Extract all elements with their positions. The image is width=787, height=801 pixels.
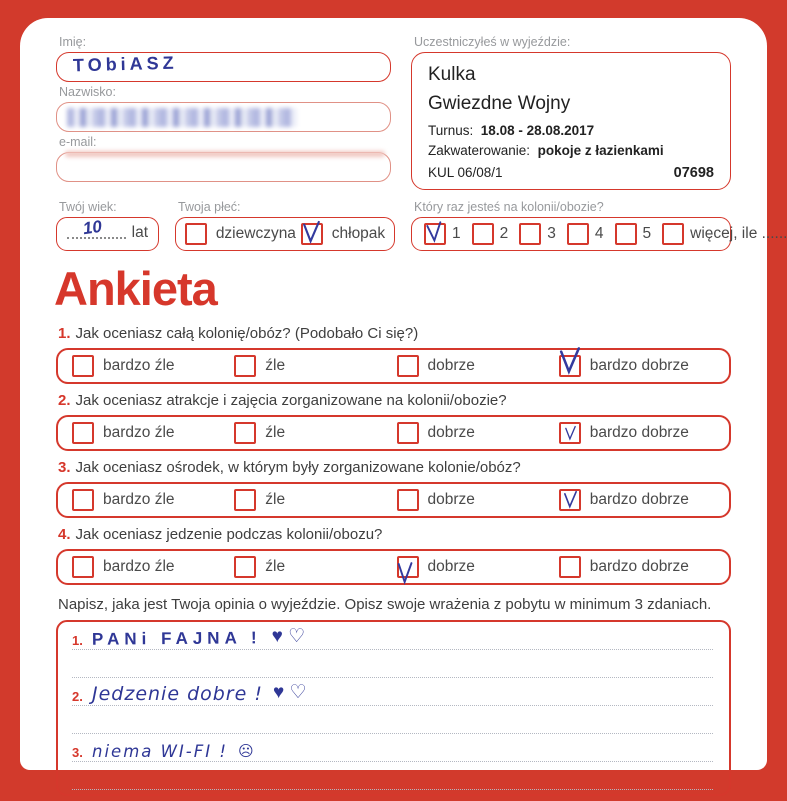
line-number: 1. [72,633,83,648]
option-label: dobrze [427,357,475,374]
checkbox-q1-bardzo-zle[interactable] [72,355,94,377]
checkbox-visits-5[interactable] [615,223,637,245]
trip-info [411,32,731,190]
option-label: dobrze [427,424,475,441]
accommodation-value: pokoje z łazienkami [537,143,664,158]
checkbox-q3-zle[interactable] [234,489,256,511]
question-label: Jak oceniasz ośrodek, w którym były zorganizowane kolonie/obóz? [75,459,521,476]
age-label: Twój wiek: [59,200,117,214]
surname-label: Nazwisko: [59,85,116,99]
gender-label: Twoja płeć: [178,200,241,214]
q2-option-bardzo-dobrze [559,422,721,444]
checkmark-icon [564,426,577,440]
checkmark-icon [397,559,414,586]
checkbox-q2-dobrze[interactable] [397,422,419,444]
heart-doodle: ♥ ♡ [271,626,306,647]
visits-field [411,217,787,251]
accommodation-label: Zakwaterowanie: [428,143,531,158]
gender-group [175,197,395,251]
option-label: bardzo dobrze [589,491,689,508]
answer-box [56,348,731,384]
q3-option-zle [234,489,396,511]
opinion-line-3[interactable] [72,734,713,762]
question-1 [56,325,731,384]
checkbox-q3-bardzo-zle[interactable] [72,489,94,511]
trip-name-line2: Gwiezdne Wojny [428,93,571,114]
visits-option-label: 1 [452,225,461,242]
checkbox-q3-dobrze[interactable] [397,489,419,511]
checkbox-chlopak[interactable] [301,223,323,245]
gender-option-label: chłopak [331,225,386,242]
question-text [58,392,731,409]
checkbox-q2-bardzo-dobrze[interactable] [559,422,581,444]
opinion-line-blank[interactable] [72,650,713,678]
q4-option-bardzo-dobrze [559,556,721,578]
checkbox-visits-3[interactable] [519,223,541,245]
answer-box [56,415,731,451]
visits-option-4 [567,223,604,245]
age-handwritten-value: 10 [81,216,104,239]
question-text [58,459,731,476]
demographics-row [56,197,787,251]
checkbox-q2-bardzo-zle[interactable] [72,422,94,444]
checkbox-visits-2[interactable] [472,223,494,245]
sad-face-doodle: ☹ [237,743,254,760]
checkmark-icon [563,491,578,508]
q2-option-dobrze [397,422,559,444]
opinion-box [56,620,731,796]
question-text [58,526,731,543]
visits-option-label: 5 [642,225,652,242]
survey-form [20,18,787,770]
turnus-label: Turnus: [428,123,474,138]
visits-option-label: 4 [594,225,604,242]
email-field[interactable] [56,152,391,182]
option-label: dobrze [427,558,475,575]
answer-box [56,482,731,518]
q4-option-dobrze [397,556,559,578]
checkbox-visits-more[interactable] [662,223,684,245]
option-label: źle [265,424,286,441]
q1-option-bardzo-dobrze [559,355,721,377]
answer-box [56,549,731,585]
checkbox-q4-bardzo-zle[interactable] [72,556,94,578]
handwritten-opinion-1: PANi FAJNA ! [91,628,262,649]
q3-option-dobrze [397,489,559,511]
option-label: dobrze [427,491,475,508]
age-group [56,197,159,251]
visits-option-5 [615,223,652,245]
header-section [56,32,731,190]
trip-name-line1: Kulka [428,64,476,85]
trip-number: 07698 [673,165,714,181]
handwritten-opinion-3: niema WI-FI ! [92,742,228,761]
question-label: Jak oceniasz atrakcje i zajęcia zorganizowane na kolonii/obozie? [75,392,507,409]
email-label: e-mail: [59,135,97,149]
checkbox-q4-bardzo-dobrze[interactable] [559,556,581,578]
option-label: bardzo dobrze [589,357,689,374]
q3-option-bardzo-zle [72,489,234,511]
checkbox-q2-zle[interactable] [234,422,256,444]
scan-smudge [65,151,385,157]
visits-option-more [662,223,787,245]
option-label: bardzo źle [103,491,175,508]
checkbox-visits-4[interactable] [567,223,589,245]
page-title: Ankieta [54,262,217,315]
line-number: 2. [72,689,83,704]
option-label: źle [265,357,286,374]
age-field[interactable] [56,217,159,251]
visits-option-label: 3 [547,225,556,242]
q2-option-bardzo-zle [72,422,234,444]
question-3 [56,459,731,518]
surname-field[interactable] [56,102,391,132]
q1-option-dobrze [397,355,559,377]
option-label: bardzo dobrze [589,424,689,441]
q4-option-bardzo-zle [72,556,234,578]
checkbox-dziewczyna[interactable] [185,223,207,245]
q1-option-bardzo-zle [72,355,234,377]
opinion-prompt: Napisz, jaka jest Twoja opinia o wyjeździe. Opisz swoje wrażenia z pobytu w minimum 3 zdaniach. [58,596,712,613]
name-field[interactable] [56,52,391,82]
trip-box [411,52,731,190]
question-label: Jak oceniasz całą kolonię/obóz? (Podobało Ci się?) [75,325,419,342]
handwritten-opinion-2: Jedzenie dobre ! [92,683,263,705]
checkbox-q4-zle[interactable] [234,556,256,578]
name-label: Imię: [59,35,87,49]
option-label: źle [265,558,286,575]
visits-group [411,197,787,251]
question-label: Jak oceniasz jedzenie podczas kolonii/obozu? [75,526,383,543]
gender-field [175,217,395,251]
gender-option-boy [301,223,385,245]
opinion-line-1[interactable] [72,622,713,650]
personal-fields [56,32,391,190]
age-unit-label: lat [131,224,148,241]
question-text [58,325,731,342]
visits-option-3 [519,223,556,245]
trip-label: Uczestniczyłeś w wyjeździe: [414,35,571,49]
trip-bottom-row [428,165,714,181]
option-label: bardzo źle [103,357,175,374]
q2-option-zle [234,422,396,444]
question-2 [56,392,731,451]
checkbox-q1-bardzo-dobrze[interactable] [559,355,581,377]
option-label: źle [265,491,286,508]
visits-option-2 [472,223,509,245]
line-number: 3. [72,745,83,760]
checkbox-q4-dobrze[interactable] [397,556,419,578]
checkmark-icon [424,221,445,243]
checkmark-icon [559,347,581,374]
question-number: 1. [58,325,71,342]
option-label: bardzo źle [103,558,175,575]
question-number: 3. [58,459,71,476]
checkbox-q3-bardzo-dobrze[interactable] [559,489,581,511]
turnus-value: 18.08 - 28.08.2017 [480,123,595,138]
gender-option-label: dziewczyna [215,225,296,242]
q3-option-bardzo-dobrze [559,489,721,511]
name-handwritten-value: TObiASZ [72,52,178,76]
redacted-surname [67,108,297,127]
question-number: 4. [58,526,71,543]
checkbox-visits-1[interactable] [424,223,446,245]
checkbox-q1-dobrze[interactable] [397,355,419,377]
question-4 [56,526,731,585]
opinion-line-2[interactable] [72,678,713,706]
trip-accommodation-row [428,143,714,158]
visits-label: Który raz jesteś na kolonii/obozie? [414,200,604,214]
question-number: 2. [58,392,71,409]
visits-option-label: 2 [499,225,509,242]
option-label: bardzo źle [103,424,175,441]
opinion-line-blank[interactable] [72,706,713,734]
visits-option-1 [424,223,461,245]
trip-code: KUL 06/08/1 [428,165,503,180]
trip-turnus-row [428,123,714,138]
checkmark-icon [301,221,322,243]
heart-doodle: ♥ ♡ [272,682,307,703]
q1-option-zle [234,355,396,377]
q4-option-zle [234,556,396,578]
gender-option-girl [185,223,296,245]
visits-more-label: więcej, ile ...... [690,225,787,242]
opinion-line-blank[interactable] [72,762,713,790]
checkbox-q1-zle[interactable] [234,355,256,377]
option-label: bardzo dobrze [589,558,689,575]
